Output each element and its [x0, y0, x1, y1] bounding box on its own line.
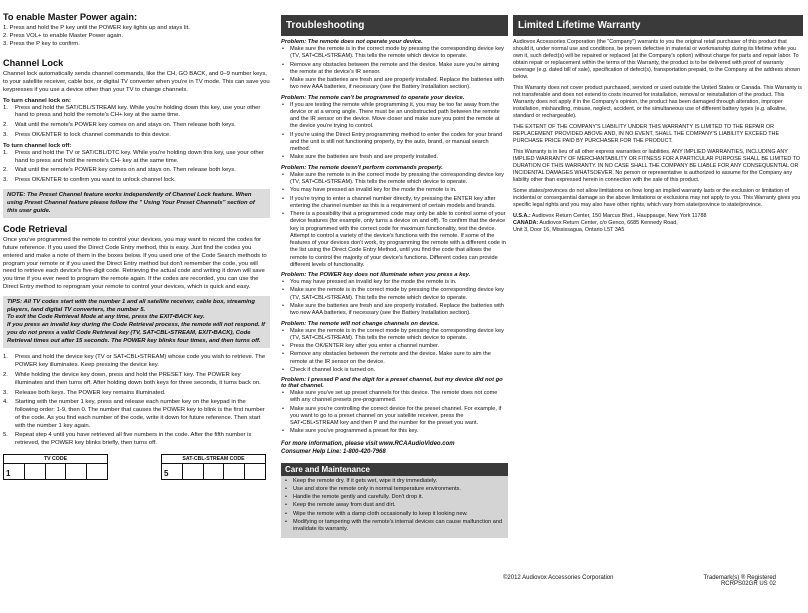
bullet-item: • Remove any obstacles between the remote and the device. Make sure to aim the remote at the IR sensor on the device.	[282, 351, 491, 365]
step-item: 1. Press and hold the TV or SAT/CBL/DTC key. While you're holding down this key, use your other hand to press and hold the remote's CH- key at the same time.	[3, 149, 264, 164]
problem-title: Problem: The POWER key does not illuminate when you press a key.	[281, 272, 471, 279]
bullet-item: • Make sure the remote is in the correct mode by pressing the corresponding device key (TV, SAT•CBL•STREAM). This tells the remote which device to operate.	[282, 171, 504, 185]
problem-bullets	[281, 172, 508, 269]
code-cell	[183, 464, 204, 479]
master-power-title: To enable Master Power again:	[3, 12, 138, 22]
bullet-item: • Keep the remote dry. If it gets wet, wipe it dry immediately.	[285, 477, 438, 484]
bullet-item: • Make sure the remote is in the correct mode by pressing the corresponding device key (TV, SAT•CBL•STREAM). This tells the remote which device to operate.	[282, 327, 504, 341]
problem-bullets	[281, 46, 508, 92]
channel-lock-note: NOTE: The Preset Channel feature works independently of Channel Lock feature. When using Preset Channel feature please follow the " Using Your Preset Channels" section of this user guide.	[3, 189, 270, 218]
middle-column	[281, 0, 508, 538]
master-power-line: 2. Press VOL+ to enable Master Power again.	[3, 32, 124, 39]
right-column	[513, 0, 803, 234]
code-cell	[46, 464, 67, 479]
address-line: U.S.A.: Audiovox Return Center, 150 Marcus Blvd., Hauppauge, New York 11788	[513, 213, 707, 220]
bullet-item: • Make sure you've programmed a preset for this key.	[282, 428, 419, 435]
channel-lock-on-title: To turn channel lock on:	[3, 97, 71, 104]
step-item: 2. Wait until the remote's POWER key comes on and stays on. Then release both keys.	[3, 167, 236, 174]
problem-title: Problem: The remote does not operate your device.	[281, 39, 423, 45]
bullet-item: • Make sure the batteries are fresh and are properly installed. Replace the batteries with two new AAA batteries, if necessary (see the Battery Installation section).	[282, 77, 504, 91]
channel-lock-intro: Channel lock automatically sends channel commands, like the CH, GO BACK, and 0–9 number keys, to your satellite receiver, cable box, or digital TV converter when you're in TV mode. This can save you keypresses if you use a device other than your TV to change channels.	[3, 71, 270, 93]
problem-title: Problem: The remote can't be programmed to operate your device.	[281, 94, 465, 101]
code-retrieval-tips: TIPS: All TV codes start with the number 1 and all satellite receiver, cable box, streaming players, tand digital TV converters, the number 5. To exit the Code Retrieval Mode at any time, press the EXIT•BACK key. If you press an invalid key during the Code Retrieval process, the remote will not respond. If you do not press a valid Code Retrieval key (TV, SAT•CBL•STREAM, EXIT•BACK), Code Retrieval times out after 15 seconds. The POWER key blinks four times, and then turns off.	[3, 296, 270, 349]
problem-title: Problem: I pressed P and the digit for a preset channel, but my device did not go to that channel.	[281, 377, 503, 390]
warranty-paragraph: THE EXTENT OF THE COMPANY'S LIABILITY UNDER THIS WARRANTY IS LIMITED TO THE REPAIR OR REPLACEMENT PROVIDED ABOVE AND, IN NO EVENT, SHALL THE COMPANY'S LIABILITY EXCEED THE PURCHASE PRICE PAID BY PURCHASER FOR THE PRODUCT.	[513, 124, 780, 145]
warranty-paragraph: This Warranty is in lieu of all other express warranties or liabilities. ANY IMPLIED WARRANTIES, INCLUDING ANY IMPLIED WARRANTY OF MERCHANTABILITY OR FITNESS FOR A PARTICULAR PURPOSE SHALL BE LIMITED TO DURATION OF THIS WARRANTY. IN NO CASE SHALL THE COMPANY BE LIABLE FOR ANY CONSEQUENTIAL OR INCIDENTAL DAMAGES WHATSOEVER. No person or representative is authorized to assume for the Company any liability other than expressed herein in connection with the sale of this product.	[513, 149, 801, 184]
bullet-item: • Press the OK/ENTER key after you enter a channel number.	[282, 343, 440, 350]
bullet-item: • Make sure the batteries are fresh and are properly installed.	[282, 154, 439, 161]
bullet-item: • If you're trying to enter a channel number directly, try pressing the ENTER key after entering the channel number as this is a requirement of certain models and brands.	[282, 195, 496, 209]
tv-code-box	[3, 454, 108, 480]
step-item: 5. Repeat step 4 until you have retrieved all five numbers in the code. After the fifth number is retrieved, the POWER key blinks briefly, then turns off.	[3, 432, 252, 447]
more-info-text: For more information, please visit www.RCAAudioVideo.com	[281, 440, 455, 447]
code-cell	[87, 464, 107, 479]
bullet-item: • Remove any obstacles between the remote and the device. Make sure you're aiming the remote at the device's IR sensor.	[282, 61, 500, 75]
bullet-item: • If you're using the Direct Entry programming method to enter the codes for your brand and the unit is still not functioning properly, try the auto, brand, or manual search method.	[282, 131, 503, 153]
problem-title: Problem: The remote will not change channels on device.	[281, 320, 440, 327]
channel-lock-off-steps	[3, 150, 270, 185]
step-item: 4. Starting with the number 1 key, press and release each number key on the keypad in the following order: 1-9, then 0. The number that causes the POWER key to blink is the first number of the code. As you find each number of the code, write it down for future reference. Then start with the number 1 key again.	[3, 399, 265, 429]
step-item: 3. Press OK/ENTER to confirm you want to unlock channel lock.	[3, 177, 176, 184]
care-header: Care and Maintenance	[281, 463, 508, 476]
bullet-item: • Wipe the remote with a damp cloth occasionally to keep it looking new.	[285, 510, 468, 517]
bullet-item: • Make sure the remote is in the correct mode by pressing the corresponding device key (TV, SAT•CBL•STREAM). This tells the remote which device to operate.	[282, 46, 504, 60]
channel-lock-on-steps	[3, 105, 270, 140]
troubleshooting-header: Troubleshooting	[281, 15, 508, 36]
sat-code-label: SAT-CBL-STREAM CODE	[162, 455, 265, 464]
code-retrieval-title: Code Retrieval	[3, 224, 68, 235]
step-item: 1. Press and hold the device key (TV or SAT•CBL•STREAM) whose code you wish to retrieve. The POWER key illuminates. Keep pressing the device key.	[3, 354, 266, 369]
problem-bullets	[281, 390, 508, 436]
code-cell	[204, 464, 225, 479]
sat-code-box	[161, 454, 266, 480]
warranty-paragraph: Audiovox Accessories Corporation (the "Company") warrants to you the original retail purchaser of this product that should it, under normal use and conditions, be proven defective in material or workmanship during its lifetime while you own it, such defect(s) will be repaired or replaced (at the Company's option) without charge for parts and repair labor. To obtain repair or replacement within the terms of this Warranty, the product is to be delivered with proof of warranty coverage (e.g. dated bill of sale), specification of defect(s), transportation prepaid, to the Company at the address shown below.	[513, 39, 801, 81]
master-power-line: 3. Press the P key to confirm.	[3, 40, 80, 47]
code-retrieval-steps	[3, 354, 270, 448]
warranty-paragraph: Some states/provinces do not allow limitations on how long an implied warranty lasts or the exclusion or limitation of incidental or consequential damage so the above limitations or exclusions may not apply to you. This Warranty gives you specific legal rights and you may also have other rights, which vary from state/province to state/province.	[513, 188, 801, 209]
step-item: 2. Wait until the remote's POWER key comes on and stays on. Then release both keys.	[3, 122, 236, 129]
bullet-item: • There is a possibility that a programmed code may only be able to control some of your device features (for example, only turns a device on and off). To confirm that the device key is programmed with the correct code for maximum functionality, test the device. Attempt to control a variety of the device's functions with the remote. If some of the features of your devices don't work, try programming the remote with a different code in the list using the Direct Code Entry Method, until you find the code that allows the remote to control the majority of your device's functions. Different codes can provide different levels of functionality.	[282, 211, 506, 268]
master-power-line: 1. Press and hold the P key until the POWER key lights up and stays lit.	[3, 25, 190, 31]
trademark-block	[670, 575, 776, 587]
code-cell	[66, 464, 87, 479]
problem-title: Problem: The remote doesn't perform commands properly.	[281, 164, 443, 171]
bullet-item: • You may have pressed an invalid key for the mode the remote is in.	[282, 187, 457, 194]
bullet-item: • Make sure the remote is in the correct mode by pressing the corresponding device key (TV, SAT•CBL•STREAM). This tells the remote which device to operate.	[282, 287, 504, 301]
code-cell	[224, 464, 245, 479]
bullet-item: • Use and store the remote only in normal temperature environments.	[285, 485, 461, 492]
code-retrieval-intro: Once you've programmed the remote to control your devices, you may want to record the codes for future reference. If you used the Direct Code Entry method, this is easy. Just find the codes you entered and make a note of them in the boxes below. If you used one of the Code Search methods to program your remote or if you used the Direct Entry method but don't remember the code, you will need to retrieve each device's five-digit code. Retrieving the actual code and writing it down will save you time if you ever need to program the remote again. If the codes are recorded, you can use the Direct Entry method to reprogram your remote to control your devices, which is quick and easy.	[3, 237, 267, 290]
step-item: 3. Press OK/ENTER to lock channel commands to this device.	[3, 132, 171, 139]
step-item: 3. Release both keys. The POWER key remains illuminated.	[3, 389, 166, 396]
copyright-text: ©2012 Audiovox Accessories Corporation	[503, 575, 614, 581]
bullet-item: • Handle the remote gently and carefully. Don't drop it.	[285, 494, 424, 501]
bullet-item: • You may have pressed an invalid key for the mode the remote is in.	[282, 279, 457, 286]
step-item: 1. Press and hold the SAT/CBL/STREAM key. While you're holding down this key, use your other hand to press and hold the remote's CH+ key at the same time.	[3, 104, 261, 119]
model-number: RCRPS02GR US 02	[720, 581, 776, 587]
warranty-header: Limited Lifetime Warranty	[513, 15, 803, 36]
care-maintenance-box	[281, 463, 508, 538]
address-line: CANADA: Audiovox Return Center, c/o Genco, 6685 Kennedy Road,	[513, 220, 678, 227]
bullet-item: • Make sure you've set up preset channels for this device. The remote does not come with any channel presets pre-programmed.	[282, 390, 498, 404]
step-item: 2. While holding the device key down, press and hold the PRESET key. The POWER key illuminates and then turns off. After holding down both keys for three seconds, it turns back on.	[3, 372, 261, 386]
problem-bullets	[281, 279, 508, 317]
code-boxes	[3, 454, 270, 480]
bullet-item: • Keep the remote away from dust and dirt.	[285, 502, 396, 509]
bullet-item: • If you are testing the remote while programming it, you may be too far away from the device or at a wrong angle. There must be an unobstructed path between the remote and the IR sensor on the device. Move closer and make sure you point the remote at the device you're trying to control.	[282, 101, 500, 130]
channel-lock-title: Channel Lock	[3, 58, 64, 69]
code-cell: 1	[4, 464, 25, 479]
channel-lock-off-title: To turn channel lock off:	[3, 142, 72, 149]
code-cell: 5	[162, 464, 183, 479]
bullet-item: • Make sure you're controlling the correct device for the preset channel. For example, if you want to go to a preset channel on your satellite receiver, press the SAT•CBL•STREAM key and then P and the number for the preset you want.	[282, 405, 502, 427]
helpline-text: Consumer Help Line: 1-800-420-7968	[281, 448, 386, 455]
bullet-item: • Make sure the batteries are fresh and are properly installed. Replace the batteries with two new AAA batteries, if necessary (see the Battery Installation section).	[282, 302, 504, 317]
tv-code-label: TV CODE	[4, 455, 107, 464]
trademark-text: Trademark(s) ® Registered	[703, 575, 776, 581]
problem-bullets	[281, 102, 508, 162]
code-cell	[25, 464, 46, 479]
warranty-paragraph: This Warranty does not cover product purchased, serviced or used outside the United States or Canada. This Warranty is not transferable and does not extend to costs incurred for installation, removal or reinstallation of the product. This Warranty does not apply if in the Company's opinion, the product has been damaged through alteration, improper installation, mishandling, misuse, neglect, accident, or the simultaneous use of different battery types (e.g. alkaline, standard or rechargeable).	[513, 85, 802, 120]
address-line: Unit 3, Door 16, Mississagua, Ontario L5T 3A5	[513, 227, 625, 234]
care-bullets	[281, 476, 508, 534]
left-column	[0, 0, 276, 480]
bullet-item: • Modifying or tampering with the remote's internal devices can cause malfunction and invalidate its warranty.	[285, 519, 503, 533]
bullet-item: • Check if channel lock is turned on.	[282, 366, 376, 373]
code-cell	[245, 464, 265, 479]
problem-bullets	[281, 328, 508, 375]
